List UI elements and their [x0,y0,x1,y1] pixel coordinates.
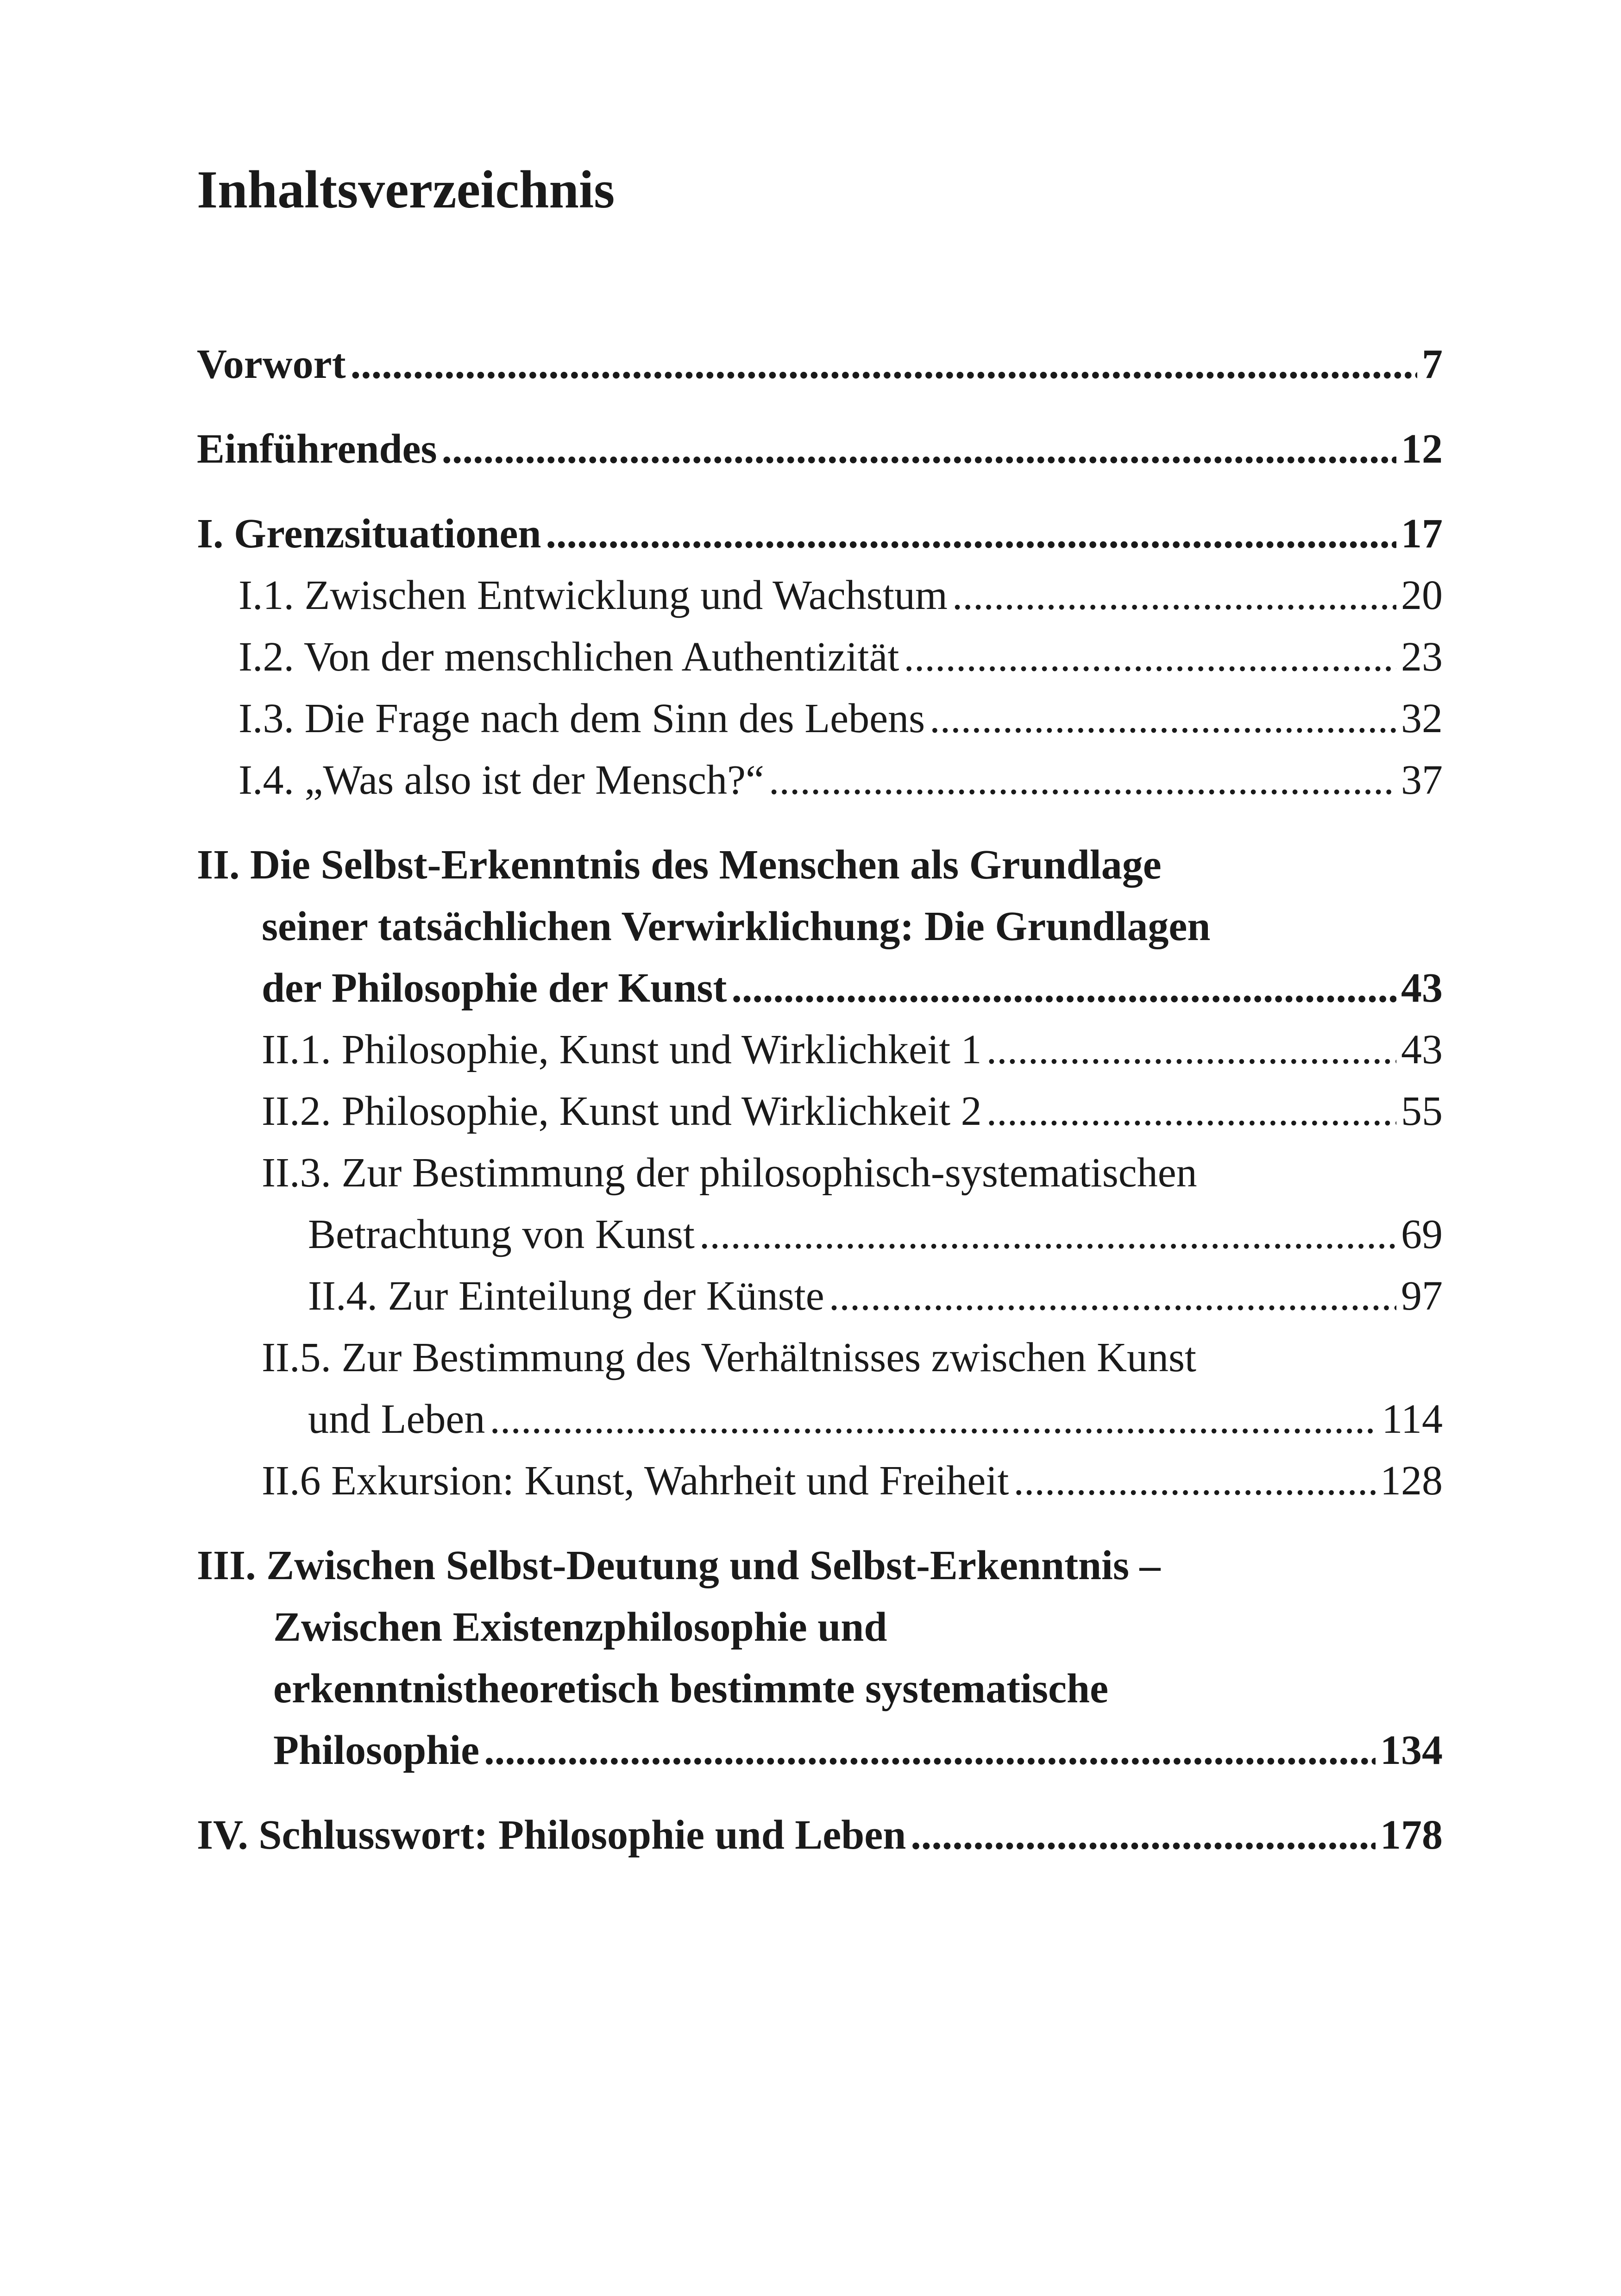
toc-entry-text: Zwischen Existenzphilosophie und [273,1604,887,1650]
toc-entry-text: Betrachtung von Kunst [308,1211,695,1257]
toc-page-number: 43 [1401,1027,1443,1073]
dot-leader [351,333,1417,395]
toc-entry-chapter-3-line-1[interactable] [197,1535,1443,1596]
dot-leader [1013,1450,1376,1512]
dot-leader [546,503,1396,565]
toc-entry-section-2-5-line-2[interactable] [197,1388,1443,1450]
toc-entry-text: I. Grenzsituationen [197,511,541,557]
page-title: Inhaltsverzeichnis [197,160,615,220]
dot-leader [904,626,1396,688]
toc-entry-text: I.4. „Was also ist der Mensch?“ [239,757,764,803]
toc-entry-chapter-3-line-3[interactable] [197,1658,1443,1719]
toc-entry-chapter-3-line-4[interactable] [197,1719,1443,1781]
toc-entry-section-1-1[interactable] [197,565,1443,626]
dot-leader [930,688,1396,749]
dot-leader [731,957,1396,1019]
toc-entry-text: der Philosophie der Kunst [262,965,727,1011]
toc-page-number: 134 [1380,1727,1443,1773]
toc-entry-text: II.4. Zur Einteilung der Künste [308,1273,824,1319]
dot-leader [490,1388,1377,1450]
dot-leader [829,1265,1396,1327]
toc-entry-section-2-3-line-2[interactable] [197,1204,1443,1265]
toc-page-number: 32 [1401,696,1443,741]
toc-entry-text: III. Zwischen Selbst-Deutung und Selbst-Erkenntnis – [197,1543,1161,1588]
toc-entry-chapter-1[interactable] [197,503,1443,565]
dot-leader [986,1019,1396,1080]
toc-page-number: 12 [1401,426,1443,472]
toc-entry-text: II.1. Philosophie, Kunst und Wirklichkeit 1 [262,1027,982,1073]
toc-entry-text: I.1. Zwischen Entwicklung und Wachstum [239,572,948,618]
toc-page-number: 114 [1382,1396,1443,1442]
toc-page-number: 69 [1401,1211,1443,1257]
toc-entry-einfuehrendes[interactable] [197,418,1443,480]
toc-page-number: 178 [1380,1812,1443,1858]
toc-entry-chapter-2-line-2[interactable] [197,896,1443,957]
toc-entry-vorwort[interactable] [197,333,1443,395]
toc-entry-section-2-1[interactable] [197,1019,1443,1080]
toc-entry-section-1-2[interactable] [197,626,1443,688]
dot-leader [952,565,1396,626]
toc-entry-section-2-2[interactable] [197,1080,1443,1142]
toc-entry-text: seiner tatsächlichen Verwirklichung: Die Grundlagen [262,903,1211,949]
toc-page-number: 55 [1401,1088,1443,1134]
toc-page-number: 17 [1401,511,1443,557]
toc-entry-section-1-3[interactable] [197,688,1443,749]
toc-page-number: 7 [1422,341,1443,387]
table-of-contents [197,333,1443,1866]
toc-entry-text: II.6 Exkursion: Kunst, Wahrheit und Freiheit [262,1458,1009,1504]
toc-entry-chapter-2-line-3[interactable] [197,957,1443,1019]
toc-entry-section-2-4[interactable] [197,1265,1443,1327]
toc-entry-chapter-3-line-2[interactable] [197,1596,1443,1658]
toc-entry-text: Philosophie [273,1727,480,1773]
dot-leader [484,1719,1376,1781]
dot-leader [911,1804,1376,1866]
toc-page-number: 37 [1401,757,1443,803]
dot-leader [442,418,1396,480]
toc-page-number: 97 [1401,1273,1443,1319]
toc-entry-chapter-4[interactable] [197,1804,1443,1866]
toc-entry-text: Vorwort [197,341,346,387]
toc-entry-text: und Leben [308,1396,485,1442]
toc-entry-text: I.2. Von der menschlichen Authentizität [239,634,899,680]
toc-entry-section-2-5-line-1[interactable] [197,1327,1443,1388]
toc-page-number: 128 [1380,1458,1443,1504]
toc-entry-text: II. Die Selbst-Erkenntnis des Menschen als Grundlage [197,842,1162,888]
toc-entry-text: IV. Schlusswort: Philosophie und Leben [197,1812,906,1858]
toc-page-number: 43 [1401,965,1443,1011]
dot-leader [986,1080,1396,1142]
dot-leader [769,749,1396,811]
toc-entry-text: II.3. Zur Bestimmung der philosophisch-systematischen [262,1150,1197,1196]
toc-entry-text: II.2. Philosophie, Kunst und Wirklichkeit 2 [262,1088,982,1134]
toc-entry-text: erkenntnistheoretisch bestimmte systematische [273,1666,1109,1712]
toc-entry-section-2-3-line-1[interactable] [197,1142,1443,1204]
toc-entry-chapter-2-line-1[interactable] [197,834,1443,896]
toc-entry-section-2-6[interactable] [197,1450,1443,1512]
toc-page-number: 20 [1401,572,1443,618]
toc-entry-text: Einführendes [197,426,437,472]
toc-entry-text: I.3. Die Frage nach dem Sinn des Lebens [239,696,925,741]
dot-leader [699,1204,1396,1265]
toc-page-number: 23 [1401,634,1443,680]
toc-entry-section-1-4[interactable] [197,749,1443,811]
toc-entry-text: II.5. Zur Bestimmung des Verhältnisses zwischen Kunst [262,1335,1197,1380]
